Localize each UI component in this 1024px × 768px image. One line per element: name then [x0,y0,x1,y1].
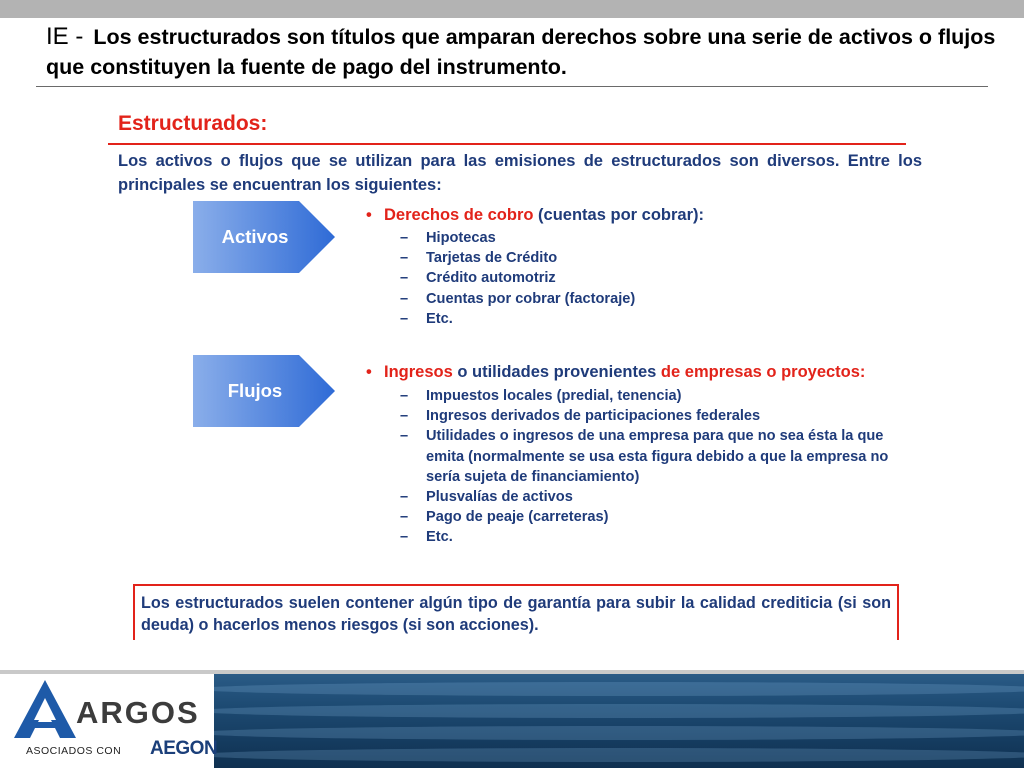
bullet-dot-icon: • [366,206,372,224]
dash-icon: – [400,290,409,307]
list-item [400,426,906,487]
list-item-text: Tarjetas de Crédito [426,250,558,267]
slide-title [46,22,996,82]
heading-divider [108,143,906,145]
activos-list [366,228,926,329]
flujos-label: Flujos [227,380,283,401]
flujos-bullet-highlight-1: Ingresos [384,363,453,381]
footer-sea-image [214,674,1024,768]
list-item-text: Cuentas por cobrar (factoraje) [426,290,636,307]
title-text: Los estructurados son títulos que amparan derechos sobre una serie de activos o flujos que constituyen la fuente de pago del instrumento. [46,25,996,79]
flujos-bullet-mid: o utilidades provenientes [452,363,661,381]
flujos-bullet-highlight-2: de empresas o proyectos: [660,363,866,381]
flujos-list [366,386,906,548]
list-item [400,268,926,288]
list-item-text: Hipotecas [426,230,496,246]
title-divider [36,86,988,87]
list-item [400,228,926,248]
list-item-text: Impuestos locales (predial, tenencia) [426,388,682,404]
dash-icon: – [400,388,409,404]
list-item-text: Plusvalías de activos [426,489,573,506]
list-item-text: Crédito automotriz [426,270,556,287]
activos-bullet-rest: (cuentas por cobrar): [533,206,704,224]
argos-logo-icon [12,678,78,740]
list-item [400,289,926,309]
list-item-text: Pago de peaje (carreteras) [426,509,609,526]
activos-label: Activos [221,226,289,247]
dash-icon: – [400,428,409,445]
flujos-main-bullet [366,360,906,384]
title-prefix: IE - [46,23,84,50]
activos-bullet-highlight: Derechos de cobro [384,206,534,224]
list-item-text: Etc. [426,529,453,546]
bullet-dot-icon: • [366,363,372,381]
list-item [400,309,926,329]
dash-icon: – [400,270,409,287]
dash-icon: – [400,489,409,506]
flujos-chevron [193,355,335,427]
dash-icon: – [400,529,409,546]
list-item-text: Etc. [426,310,453,327]
brand-name: ARGOS [76,695,200,730]
list-item [400,527,906,547]
list-item [400,487,906,507]
activos-bullet-block [366,204,926,329]
dash-icon: – [400,310,409,327]
list-item [400,386,906,406]
intro-paragraph: Los activos o flujos que se utilizan para las emisiones de estructurados son diversos. Entre los principales se encuentran los siguientes: [118,152,922,194]
list-item-text: Ingresos derivados de participaciones federales [426,408,761,425]
list-item [400,406,906,426]
note-box: Los estructurados suelen contener algún tipo de garantía para subir la calidad crediticia (si son deuda) o hacerlos menos riesgos (si son acciones). [133,584,899,640]
activos-chevron [193,201,335,273]
dash-icon: – [400,250,409,267]
associated-label: ASOCIADOS CON [26,745,122,757]
dash-icon: – [400,408,409,425]
dash-icon: – [400,230,409,246]
partner-logo: AEGON [150,738,218,759]
dash-icon: – [400,509,409,526]
list-item [400,507,906,527]
flujos-bullet-block [366,360,906,548]
list-item [400,248,926,268]
activos-main-bullet [366,204,926,226]
section-heading: Estructurados: [118,112,268,135]
list-item-text: Utilidades o ingresos de una empresa para que no sea ésta la que emita (normalmente se usa esta figura debido a que la empresa no sería sujeta de financiamiento) [426,428,889,485]
top-bar [0,0,1024,18]
